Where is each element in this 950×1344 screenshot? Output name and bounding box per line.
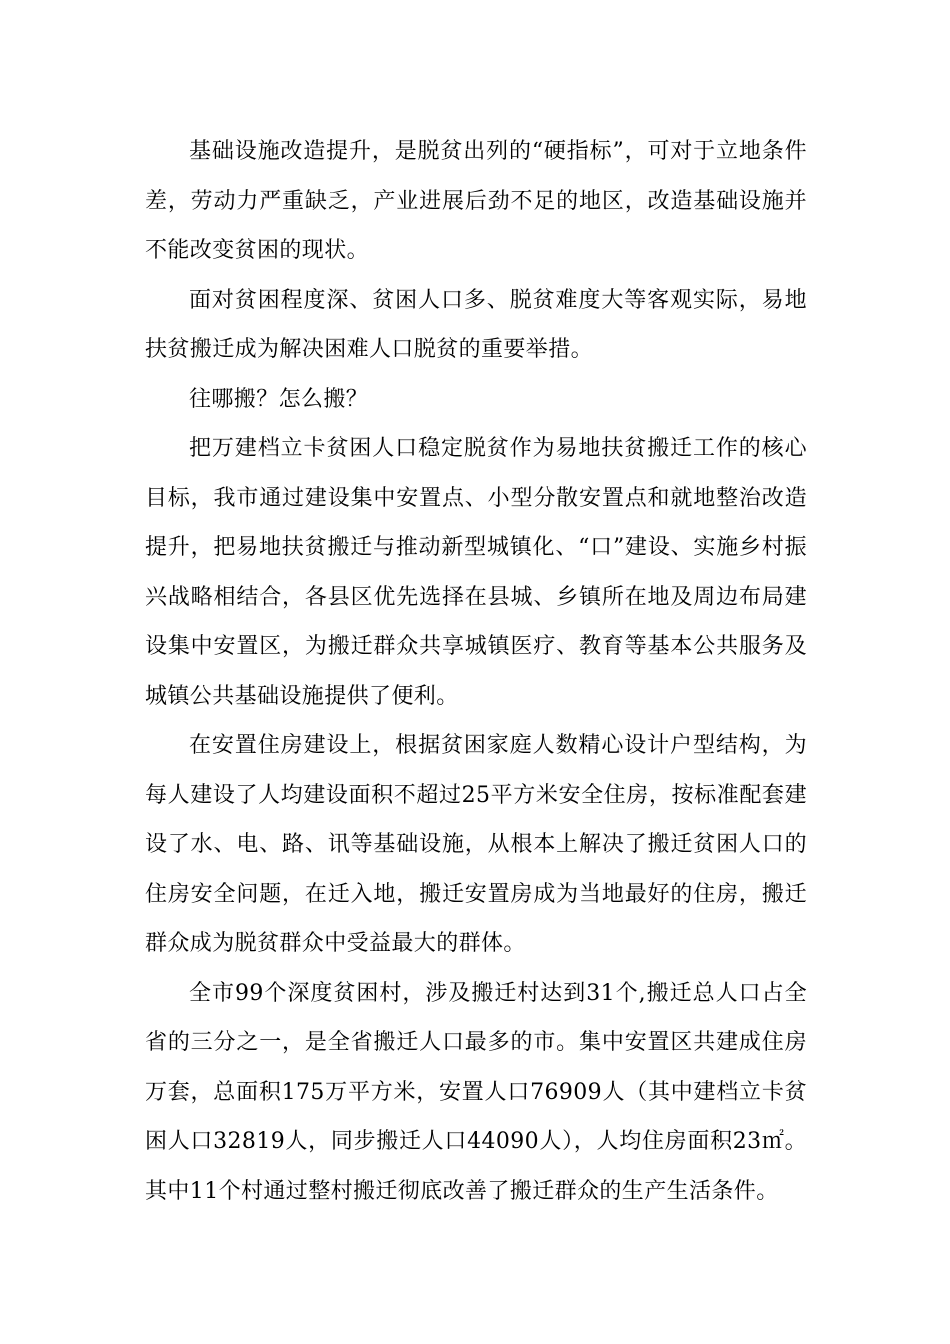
paragraph-question: 往哪搬？怎么搬？ (189, 386, 369, 412)
paragraph-relocation-measure: 面对贫困程度深、贫困人口多、脱贫难度大等客观实际，易地扶贫搬迁成为解决困难人口脱贫的重要举措。 (145, 287, 807, 362)
document-body (145, 127, 807, 1216)
paragraph-core-goal: 把万建档立卡贫困人口稳定脱贫作为易地扶贫搬迁工作的核心目标，我市通过建设集中安置点、小型分散安置点和就地整治改造提升，把易地扶贫搬迁与推动新型城镇化、“口”建设、实施乡村振兴战略相结合，各县区优先选择在县城、乡镇所在地及周边布局建设集中安置区，为搬迁群众共享城镇医疗、教育等基本公共服务及城镇公共基础设施提供了便利。 (145, 436, 807, 709)
paragraph-statistics: 全市99个深度贫困村，涉及搬迁村达到31个,搬迁总人口占全省的三分之一，是全省搬迁人口最多的市。集中安置区共建成住房万套，总面积175万平方米，安置人口76909人（其中建档立卡贫困人口32819人，同步搬迁人口44090人），人均住房面积23㎡。其中11个村通过整村搬迁彻底改善了搬迁群众的生产生活条件。 (145, 980, 807, 1204)
paragraph-infrastructure: 基础设施改造提升，是脱贫出列的“硬指标”，可对于立地条件差，劳动力严重缺乏，产业进展后劲不足的地区，改造基础设施并不能改变贫困的现状。 (145, 139, 807, 263)
paragraph-housing-construction: 在安置住房建设上，根据贫困家庭人数精心设计户型结构，为每人建设了人均建设面积不超过25平方米安全住房，按标准配套建设了水、电、路、讯等基础设施，从根本上解决了搬迁贫困人口的住房安全问题，在迁入地，搬迁安置房成为当地最好的住房，搬迁群众成为脱贫群众中受益最大的群体。 (145, 733, 807, 956)
